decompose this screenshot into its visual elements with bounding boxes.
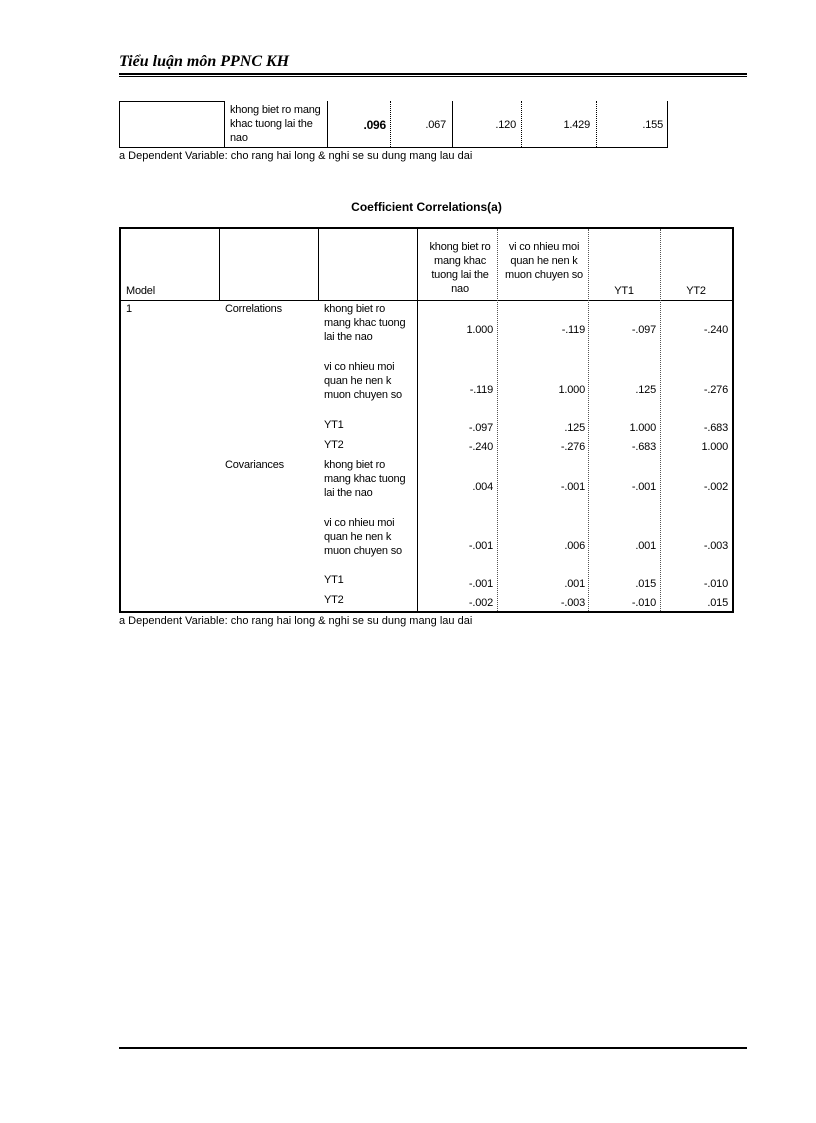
- footnote: a Dependent Variable: cho rang hai long & nghi se su dung mang lau dai: [119, 615, 473, 627]
- table-cell: -.002: [703, 481, 728, 493]
- row-label: YT2: [324, 594, 344, 606]
- table-cell: -.003: [703, 540, 728, 552]
- coefficients-table-fragment: [119, 101, 668, 148]
- column-header: YT1: [614, 285, 634, 297]
- page-header-title: Tiểu luận môn PPNC KH: [119, 53, 290, 70]
- row-label: YT1: [324, 419, 344, 431]
- column-header: YT2: [686, 285, 706, 297]
- row-label: vi co nhieu moi quan he nen k muon chuyen so: [324, 361, 402, 401]
- table-caption: Coefficient Correlations(a): [351, 200, 502, 214]
- fragment-value: 1.429: [563, 119, 590, 131]
- table-cell: -.276: [560, 441, 585, 453]
- fragment-value: .067: [425, 119, 446, 131]
- table-cell: .001: [564, 578, 585, 590]
- header-separator: [121, 300, 732, 301]
- footnote: a Dependent Variable: cho rang hai long & nghi se su dung mang lau dai: [119, 150, 473, 162]
- row-label: vi co nhieu moi quan he nen k muon chuyen so: [324, 517, 402, 557]
- row-label: khong biet ro mang khac tuong lai the nao: [324, 459, 406, 499]
- table-cell: -.003: [560, 597, 585, 609]
- table-cell: -.001: [468, 578, 493, 590]
- col-divider: [417, 229, 418, 611]
- model-number: 1: [126, 303, 132, 315]
- row-label: YT2: [324, 439, 344, 451]
- table-cell: 1.000: [701, 441, 728, 453]
- fragment-top-rule: [120, 101, 224, 102]
- table-cell: -.002: [468, 597, 493, 609]
- table-cell: 1.000: [558, 384, 585, 396]
- table-cell: -.010: [703, 578, 728, 590]
- row-label: khong biet ro mang khac tuong lai the nao: [324, 303, 406, 343]
- table-cell: -.240: [468, 441, 493, 453]
- col-divider: [318, 229, 319, 300]
- group-label-covariances: Covariances: [225, 459, 284, 471]
- table-cell: .125: [564, 422, 585, 434]
- row-label: YT1: [324, 574, 344, 586]
- table-cell: -.119: [469, 384, 493, 396]
- fragment-row-label: khong biet ro mang khac tuong lai the nao: [230, 104, 321, 144]
- table-cell: .125: [635, 384, 656, 396]
- header-rule-thin: [119, 76, 747, 77]
- table-cell: .001: [635, 540, 656, 552]
- group-label-correlations: Correlations: [225, 303, 282, 315]
- table-cell: -.001: [468, 540, 493, 552]
- model-header: Model: [126, 285, 155, 297]
- col-divider: [660, 229, 661, 611]
- table-cell: 1.000: [629, 422, 656, 434]
- table-cell: -.010: [631, 597, 656, 609]
- table-cell: .004: [472, 481, 493, 493]
- table-cell: .015: [707, 597, 728, 609]
- table-cell: -.240: [703, 324, 728, 336]
- table-cell: -.097: [468, 422, 493, 434]
- fragment-value: .155: [642, 119, 663, 131]
- table-cell: -.001: [560, 481, 585, 493]
- table-cell: .006: [564, 540, 585, 552]
- col-divider: [497, 229, 498, 611]
- fragment-value: .120: [495, 119, 516, 131]
- column-header: vi co nhieu moi quan he nen k muon chuyen so: [505, 241, 583, 281]
- table-cell: -.097: [631, 324, 656, 336]
- fragment-col-divider: [224, 101, 225, 147]
- fragment-value: .096: [363, 118, 386, 132]
- table-cell: -.683: [631, 441, 656, 453]
- table-cell: -.276: [703, 384, 728, 396]
- footer-rule: [119, 1047, 747, 1049]
- table-cell: .015: [635, 578, 656, 590]
- table-cell: -.001: [631, 481, 656, 493]
- col-divider: [588, 229, 589, 611]
- column-header: khong biet ro mang khac tuong lai the nao: [429, 241, 491, 295]
- coefficient-correlations-table: [119, 227, 734, 613]
- table-cell: -.683: [703, 422, 728, 434]
- table-cell: -.119: [561, 324, 585, 336]
- header-rule: [119, 73, 747, 75]
- col-divider: [219, 229, 220, 300]
- table-cell: 1.000: [466, 324, 493, 336]
